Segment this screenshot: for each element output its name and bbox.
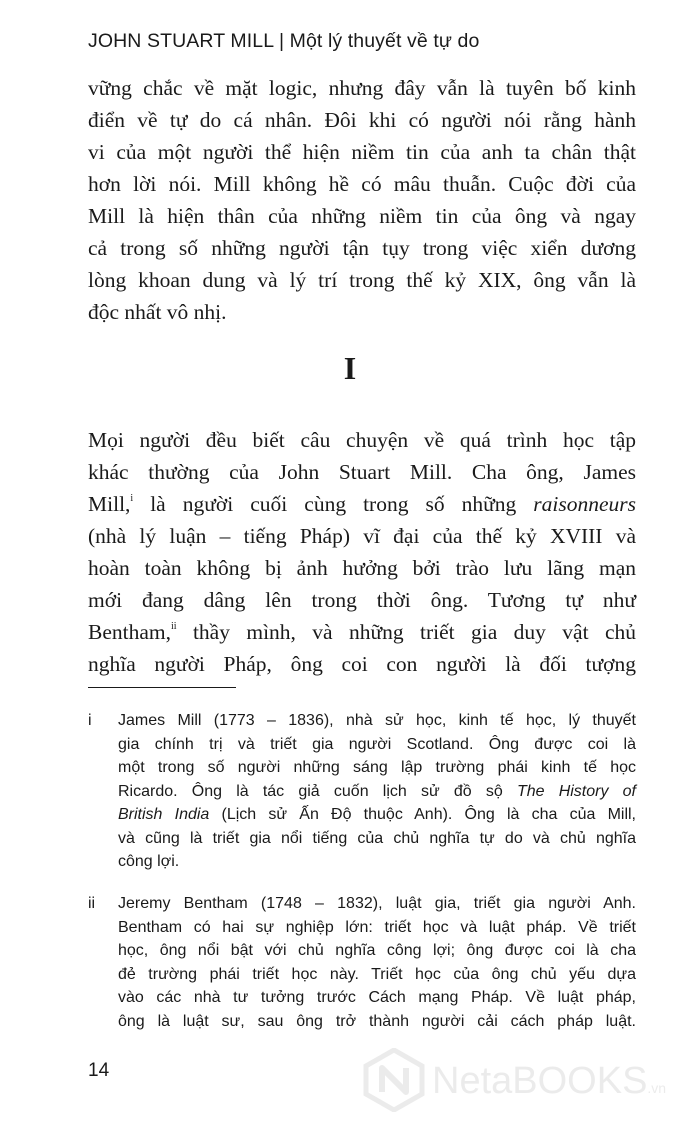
text-run: Bentham, <box>88 620 171 644</box>
text-line: nghĩa người Pháp, ông coi con người là đối tượng <box>88 652 636 676</box>
running-header: JOHN STUART MILL | Một lý thuyết về tự do <box>88 30 480 52</box>
text-line: hoàn toàn không bị ảnh hưởng bởi trào lưu lãng mạn <box>88 556 636 580</box>
footnote-line: Jeremy Bentham (1748 – 1832), luật gia, triết gia người Anh. <box>118 895 636 912</box>
text-line: Mọi người đều biết câu chuyện về quá trình học tập <box>88 428 636 452</box>
n-logo-icon <box>362 1048 426 1112</box>
text-line: cả trong số những người tận tụy trong việc xiển dương <box>88 236 636 260</box>
watermark-brand-text: NetaBOOKS <box>432 1060 648 1102</box>
footnote-ref-ii[interactable]: ii <box>171 621 177 632</box>
text-run: Mill, <box>88 492 131 516</box>
footnote-line: gia chính trị và triết gia người Scotland. Ông được coi là <box>118 735 636 753</box>
text-line: hơn lời nói. Mill không hề có mâu thuẫn. Cuộc đời của <box>88 172 636 196</box>
footnote-mark: i <box>88 712 92 729</box>
footnote-line: Bentham có hai sự nghiệp lớn: triết học và luật pháp. Về triết <box>118 918 636 936</box>
footnote-mark: ii <box>88 895 96 912</box>
footnote-line: công lợi. <box>118 853 180 870</box>
text-run: (Lịch sử Ấn Độ thuộc Anh). Ông là cha của Mill, <box>209 806 637 823</box>
text-run: thầy mình, và những triết gia duy vật chủ <box>176 620 636 644</box>
text-line: lòng khoan dung và lý trí trong thế kỷ XIX, ông vẫn là <box>88 268 636 292</box>
footnote-line <box>118 780 636 804</box>
section-heading: I <box>343 350 357 386</box>
text-line: (nhà lý luận – tiếng Pháp) vĩ đại của thế kỷ XVIII và <box>88 524 636 548</box>
footnote-line: James Mill (1773 – 1836), nhà sử học, kinh tế học, lý thuyết <box>118 712 636 729</box>
text-line: Mill là hiện thân của những niềm tin của ông và ngay <box>88 204 636 228</box>
footnote-ii <box>88 892 636 1033</box>
book-title: The History of <box>516 782 637 800</box>
footnote-line <box>118 803 636 827</box>
text-line: điển về tự do cá nhân. Đôi khi có người nói rằng hành <box>88 108 636 132</box>
text-run: Ricardo. Ông là tác giả cuốn lịch sử đồ sộ <box>118 782 517 800</box>
text-line <box>88 488 636 520</box>
page-number: 14 <box>88 1060 110 1081</box>
footnote-line: đẻ trường phái triết học này. Triết học của ông chủ yếu dựa <box>118 965 636 983</box>
footnote-line: học, ông nổi bật với chủ nghĩa công lợi; ông được coi là cha <box>118 942 636 959</box>
text-line: mới đang dâng lên trong thời ông. Tương tự như <box>88 588 636 612</box>
text-line: khác thường của John Stuart Mill. Cha ông, James <box>88 460 636 484</box>
footnote-separator <box>88 687 236 688</box>
footnote-ref-i[interactable]: i <box>130 493 134 504</box>
text-line: độc nhất vô nhị. <box>88 300 227 324</box>
watermark-suffix: .vn <box>647 1080 667 1096</box>
text-run: là người cuối cùng trong số những <box>133 492 534 516</box>
netabooks-watermark <box>362 1040 682 1120</box>
paragraph-continued <box>88 72 636 328</box>
footnote-line: một trong số người những sáng lập trường phái kinh tế học <box>118 759 636 776</box>
text-line <box>88 616 636 648</box>
book-title: British India <box>118 806 210 823</box>
footnote-line: ông là luật sư, sau ông trở thành người cải cách pháp luật. <box>118 1012 636 1030</box>
watermark-brand <box>432 1060 666 1103</box>
paragraph-section-one <box>88 424 636 680</box>
text-line: vững chắc về mặt logic, nhưng đây vẫn là tuyên bố kinh <box>88 76 636 100</box>
footnote-line: và cũng là triết gia nổi tiếng của chủ nghĩa tự do và chủ nghĩa <box>118 829 636 847</box>
italic-term: raisonneurs <box>533 492 636 516</box>
text-line: vi của một người thể hiện niềm tin của anh ta chân thật <box>88 140 636 164</box>
footnote-line: vào các nhà tư tưởng trước Cách mạng Pháp. Về luật pháp, <box>118 989 636 1006</box>
footnote-i <box>88 709 636 874</box>
